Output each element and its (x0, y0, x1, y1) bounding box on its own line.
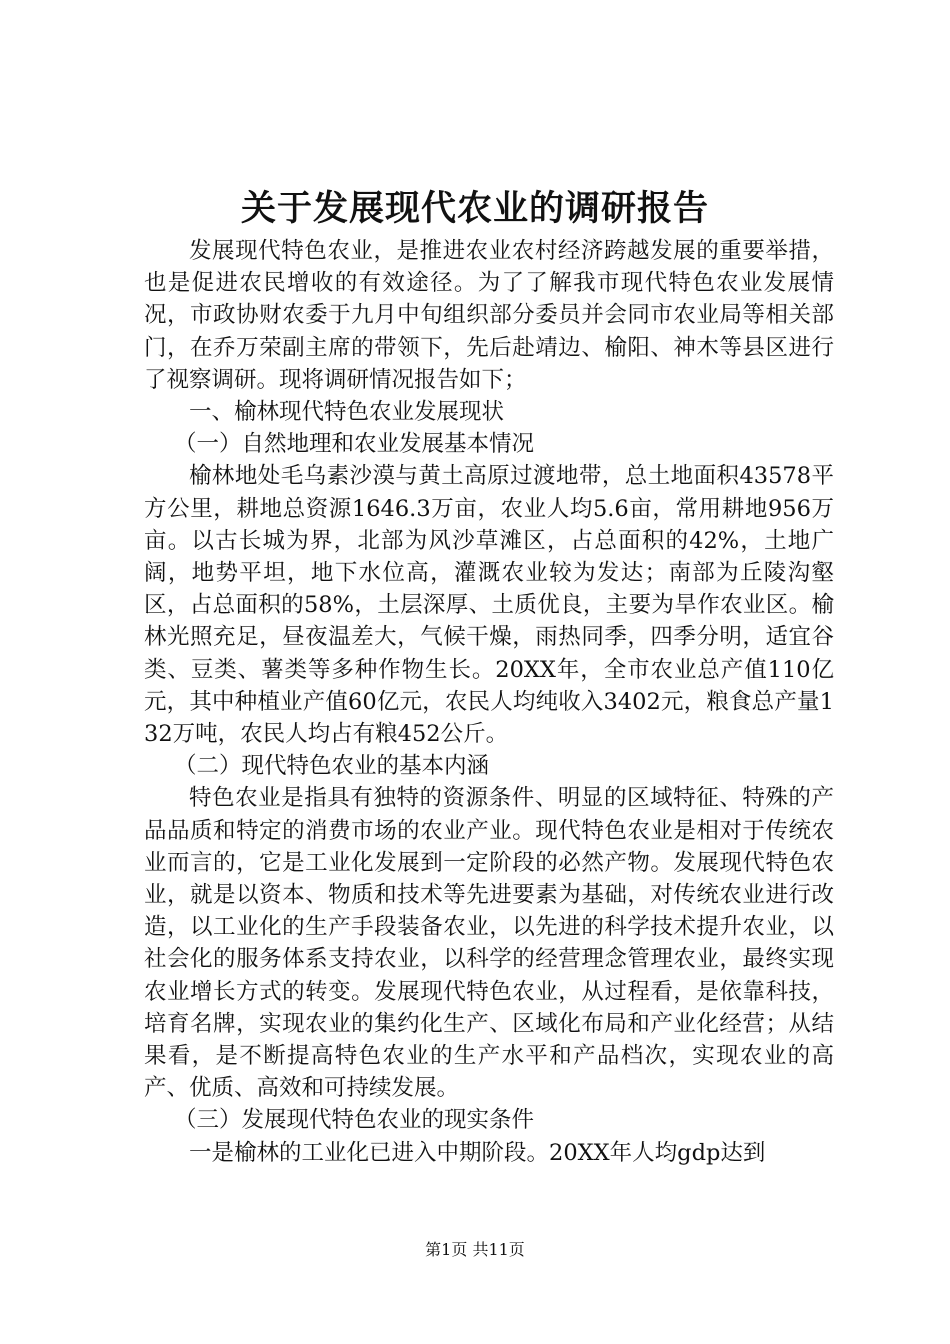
page-number-footer: 第1页 共11页 (425, 1240, 525, 1259)
subsection-heading-3: （三）发展现代特色农业的现实条件 (174, 1107, 535, 1134)
document-body (144, 235, 834, 1169)
subsection-heading-1: （一）自然地理和农业发展基本情况 (174, 431, 535, 458)
conditions-paragraph: 一是榆林的工业化已进入中期阶段。20XX年人均gdp达到 (189, 1139, 766, 1166)
document-title: 关于发展现代农业的调研报告 (240, 189, 709, 229)
subsection-heading-2: （二）现代特色农业的基本内涵 (174, 753, 490, 780)
section-heading-1: 一、榆林现代特色农业发展现状 (189, 399, 505, 426)
definition-paragraph: 特色农业是指具有独特的资源条件、明显的区域特征、特殊的产品品质和特定的消费市场的农业产业。现代特色农业是相对于传统农业而言的，它是工业化发展到一定阶段的必然产物。发展现代特色农业，就是以资本、物质和技术等先进要素为基础，对传统农业进行改造，以工业化的生产手段装备农业，以先进的科学技术提升农业，以社会化的服务体系支持农业，以科学的经营理念管理农业，最终实现农业增长方式的转变。发展现代特色农业，从过程看，是依靠科技，培育名牌，实现农业的集约化生产、区域化布局和产业化经营；从结果看，是不断提高特色农业的生产水平和产品档次，实现农业的高产、优质、高效和可持续发展。 (144, 785, 834, 1102)
geography-paragraph: 榆林地处毛乌素沙漠与黄土高原过渡地带，总土地面积43578平方公里，耕地总资源1646.3万亩，农业人均5.6亩，常用耕地956万亩。以古长城为界，北部为风沙草滩区，占总面积的42%，土地广阔，地势平坦，地下水位高，灌溉农业较为发达；南部为丘陵沟壑区，占总面积的58%，土层深厚、土质优良，主要为旱作农业区。榆林光照充足，昼夜温差大，气候干燥，雨热同季，四季分明，适宜谷类、豆类、薯类等多种作物生长。20XX年，全市农业总产值110亿元，其中种植业产值60亿元，农民人均纯收入3402元，粮食总产量132万吨，农民人均占有粮452公斤。 (144, 463, 834, 748)
intro-paragraph: 发展现代特色农业，是推进农业农村经济跨越发展的重要举措，也是促进农民增收的有效途径。为了了解我市现代特色农业发展情况，市政协财农委于九月中旬组织部分委员并会同市农业局等相关部门，在乔万荣副主席的带领下，先后赴靖边、榆阳、神木等县区进行了视察调研。现将调研情况报告如下； (144, 238, 834, 393)
